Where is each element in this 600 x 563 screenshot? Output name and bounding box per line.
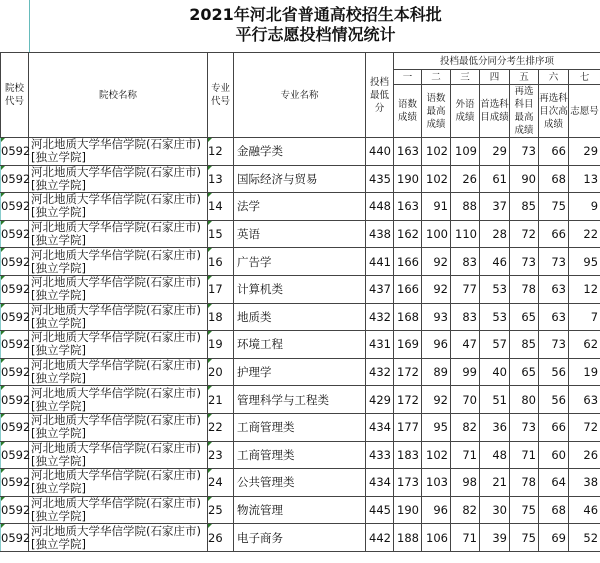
- table-row: [1, 386, 600, 414]
- table-row: [1, 220, 600, 248]
- tiebreak-cell-3: 83: [451, 303, 480, 331]
- header-tiebreak-2: 语数最高成绩: [422, 85, 451, 138]
- tiebreak-cell-1: 162: [394, 220, 422, 248]
- tiebreak-cell-4: 46: [480, 248, 510, 276]
- header-order-2: 二: [422, 70, 451, 85]
- tiebreak-cell-2: 103: [422, 469, 451, 497]
- tiebreak-cell-3: 70: [451, 386, 480, 414]
- tiebreak-cell-6: 60: [539, 441, 569, 469]
- tiebreak-cell-6: 56: [539, 358, 569, 386]
- tiebreak-cell-1: 188: [394, 524, 422, 552]
- tiebreak-cell-1: 173: [394, 469, 422, 497]
- header-order-3: 三: [451, 70, 480, 85]
- tiebreak-cell-4: 29: [480, 138, 510, 166]
- school-code-cell: 0592: [1, 275, 29, 303]
- header-order-1: 一: [394, 70, 422, 85]
- tiebreak-cell-4: 61: [480, 165, 510, 193]
- tiebreak-cell-1: 177: [394, 413, 422, 441]
- tiebreak-cell-6: 66: [539, 220, 569, 248]
- min-score-cell: 434: [366, 469, 394, 497]
- tiebreak-cell-7: 46: [569, 496, 600, 524]
- tiebreak-cell-1: 168: [394, 303, 422, 331]
- school-name-cell: 河北地质大学华信学院(石家庄市)[独立学院]: [29, 138, 208, 166]
- min-score-cell: 434: [366, 413, 394, 441]
- major-code-cell: 23: [208, 441, 234, 469]
- tiebreak-cell-5: 75: [510, 496, 539, 524]
- header-major-name: 专业名称: [234, 53, 366, 138]
- tiebreak-cell-7: 13: [569, 165, 600, 193]
- min-score-cell: 435: [366, 165, 394, 193]
- tiebreak-cell-7: 29: [569, 138, 600, 166]
- tiebreak-cell-3: 109: [451, 138, 480, 166]
- table-row: [1, 275, 600, 303]
- major-name-cell: 工商管理类: [234, 441, 366, 469]
- tiebreak-cell-2: 93: [422, 303, 451, 331]
- min-score-cell: 429: [366, 386, 394, 414]
- header-school-name: 院校名称: [29, 53, 208, 138]
- school-name-cell: 河北地质大学华信学院(石家庄市)[独立学院]: [29, 358, 208, 386]
- tiebreak-cell-6: 66: [539, 413, 569, 441]
- table-row: [1, 193, 600, 221]
- major-name-cell: 计算机类: [234, 275, 366, 303]
- tiebreak-cell-5: 65: [510, 303, 539, 331]
- major-code-cell: 14: [208, 193, 234, 221]
- header-tiebreak-group: 投档最低分同分考生排序项: [394, 53, 600, 70]
- tiebreak-cell-2: 92: [422, 275, 451, 303]
- tiebreak-cell-2: 91: [422, 193, 451, 221]
- school-name-cell: 河北地质大学华信学院(石家庄市)[独立学院]: [29, 193, 208, 221]
- tiebreak-cell-7: 7: [569, 303, 600, 331]
- school-name-cell: 河北地质大学华信学院(石家庄市)[独立学院]: [29, 386, 208, 414]
- header-min-score: 投档最低分: [366, 53, 394, 138]
- tiebreak-cell-1: 166: [394, 275, 422, 303]
- tiebreak-cell-4: 40: [480, 358, 510, 386]
- table-row: [1, 496, 600, 524]
- school-name-cell: 河北地质大学华信学院(石家庄市)[独立学院]: [29, 220, 208, 248]
- school-code-cell: 0592: [1, 138, 29, 166]
- school-name-cell: 河北地质大学华信学院(石家庄市)[独立学院]: [29, 303, 208, 331]
- major-code-cell: 21: [208, 386, 234, 414]
- tiebreak-cell-3: 82: [451, 496, 480, 524]
- tiebreak-cell-5: 73: [510, 248, 539, 276]
- min-score-cell: 438: [366, 220, 394, 248]
- tiebreak-cell-1: 190: [394, 496, 422, 524]
- tiebreak-cell-7: 95: [569, 248, 600, 276]
- tiebreak-cell-6: 73: [539, 331, 569, 359]
- school-name-cell: 河北地质大学华信学院(石家庄市)[独立学院]: [29, 496, 208, 524]
- admission-table: [0, 52, 600, 552]
- min-score-cell: 440: [366, 138, 394, 166]
- header-tiebreak-6: 再选科目次高成绩: [539, 85, 569, 138]
- major-name-cell: 广告学: [234, 248, 366, 276]
- tiebreak-cell-5: 73: [510, 413, 539, 441]
- header-tiebreak-4: 首选科目成绩: [480, 85, 510, 138]
- tiebreak-cell-5: 85: [510, 331, 539, 359]
- header-tiebreak-3: 外语成绩: [451, 85, 480, 138]
- tiebreak-cell-6: 66: [539, 138, 569, 166]
- school-code-cell: 0592: [1, 524, 29, 552]
- tiebreak-cell-4: 39: [480, 524, 510, 552]
- school-code-cell: 0592: [1, 331, 29, 359]
- school-code-cell: 0592: [1, 496, 29, 524]
- tiebreak-cell-5: 73: [510, 138, 539, 166]
- school-code-cell: 0592: [1, 413, 29, 441]
- tiebreak-cell-4: 21: [480, 469, 510, 497]
- header-tiebreak-1: 语数成绩: [394, 85, 422, 138]
- tiebreak-cell-5: 65: [510, 358, 539, 386]
- major-name-cell: 地质类: [234, 303, 366, 331]
- tiebreak-cell-3: 26: [451, 165, 480, 193]
- tiebreak-cell-7: 62: [569, 331, 600, 359]
- school-code-cell: 0592: [1, 469, 29, 497]
- tiebreak-cell-6: 63: [539, 303, 569, 331]
- school-code-cell: 0592: [1, 220, 29, 248]
- tiebreak-cell-2: 89: [422, 358, 451, 386]
- major-code-cell: 25: [208, 496, 234, 524]
- tiebreak-cell-1: 190: [394, 165, 422, 193]
- tiebreak-cell-5: 78: [510, 275, 539, 303]
- min-score-cell: 431: [366, 331, 394, 359]
- school-name-cell: 河北地质大学华信学院(石家庄市)[独立学院]: [29, 469, 208, 497]
- header-order-6: 六: [539, 70, 569, 85]
- tiebreak-cell-2: 102: [422, 165, 451, 193]
- table-row: [1, 524, 600, 552]
- tiebreak-cell-4: 57: [480, 331, 510, 359]
- tiebreak-cell-1: 172: [394, 386, 422, 414]
- min-score-cell: 448: [366, 193, 394, 221]
- major-name-cell: 公共管理类: [234, 469, 366, 497]
- min-score-cell: 432: [366, 303, 394, 331]
- table-row: [1, 138, 600, 166]
- tiebreak-cell-5: 90: [510, 165, 539, 193]
- tiebreak-cell-7: 19: [569, 358, 600, 386]
- tiebreak-cell-1: 169: [394, 331, 422, 359]
- tiebreak-cell-2: 106: [422, 524, 451, 552]
- table-row: [1, 441, 600, 469]
- tiebreak-cell-6: 63: [539, 275, 569, 303]
- tiebreak-cell-2: 92: [422, 248, 451, 276]
- school-code-cell: 0592: [1, 303, 29, 331]
- major-code-cell: 19: [208, 331, 234, 359]
- page-title: [29, 0, 600, 53]
- table-row: [1, 248, 600, 276]
- table-row: [1, 469, 600, 497]
- tiebreak-cell-4: 28: [480, 220, 510, 248]
- major-code-cell: 16: [208, 248, 234, 276]
- major-name-cell: 英语: [234, 220, 366, 248]
- tiebreak-cell-6: 56: [539, 386, 569, 414]
- tiebreak-cell-5: 72: [510, 220, 539, 248]
- tiebreak-cell-4: 48: [480, 441, 510, 469]
- tiebreak-cell-7: 22: [569, 220, 600, 248]
- tiebreak-cell-4: 30: [480, 496, 510, 524]
- tiebreak-cell-1: 172: [394, 358, 422, 386]
- school-name-cell: 河北地质大学华信学院(石家庄市)[独立学院]: [29, 275, 208, 303]
- major-name-cell: 电子商务: [234, 524, 366, 552]
- header-tiebreak-7: 志愿号: [569, 85, 600, 138]
- table-row: [1, 358, 600, 386]
- table-row: [1, 303, 600, 331]
- tiebreak-cell-3: 98: [451, 469, 480, 497]
- tiebreak-cell-3: 88: [451, 193, 480, 221]
- tiebreak-cell-4: 37: [480, 193, 510, 221]
- major-code-cell: 17: [208, 275, 234, 303]
- header-major-code: 专业代号: [208, 53, 234, 138]
- school-name-cell: 河北地质大学华信学院(石家庄市)[独立学院]: [29, 331, 208, 359]
- major-code-cell: 26: [208, 524, 234, 552]
- school-code-cell: 0592: [1, 441, 29, 469]
- tiebreak-cell-3: 83: [451, 248, 480, 276]
- title-line-1: 2021年河北省普通高校招生本科批: [189, 5, 442, 24]
- tiebreak-cell-7: 52: [569, 524, 600, 552]
- tiebreak-cell-2: 92: [422, 386, 451, 414]
- header-order-5: 五: [510, 70, 539, 85]
- tiebreak-cell-7: 9: [569, 193, 600, 221]
- tiebreak-cell-4: 36: [480, 413, 510, 441]
- tiebreak-cell-3: 110: [451, 220, 480, 248]
- tiebreak-cell-2: 102: [422, 441, 451, 469]
- tiebreak-cell-4: 53: [480, 275, 510, 303]
- tiebreak-cell-5: 85: [510, 193, 539, 221]
- header-school-code: 院校代号: [1, 53, 29, 138]
- major-name-cell: 法学: [234, 193, 366, 221]
- tiebreak-cell-5: 75: [510, 524, 539, 552]
- header-order-4: 四: [480, 70, 510, 85]
- tiebreak-cell-4: 51: [480, 386, 510, 414]
- table-row: [1, 413, 600, 441]
- school-name-cell: 河北地质大学华信学院(石家庄市)[独立学院]: [29, 165, 208, 193]
- major-code-cell: 24: [208, 469, 234, 497]
- table-row: [1, 331, 600, 359]
- tiebreak-cell-6: 68: [539, 496, 569, 524]
- major-name-cell: 物流管理: [234, 496, 366, 524]
- school-code-cell: 0592: [1, 248, 29, 276]
- school-code-cell: 0592: [1, 193, 29, 221]
- major-code-cell: 12: [208, 138, 234, 166]
- major-code-cell: 20: [208, 358, 234, 386]
- tiebreak-cell-3: 77: [451, 275, 480, 303]
- row-header-strip: [0, 0, 28, 53]
- major-name-cell: 金融学类: [234, 138, 366, 166]
- tiebreak-cell-7: 12: [569, 275, 600, 303]
- tiebreak-cell-3: 99: [451, 358, 480, 386]
- major-code-cell: 13: [208, 165, 234, 193]
- major-name-cell: 护理学: [234, 358, 366, 386]
- min-score-cell: 442: [366, 524, 394, 552]
- tiebreak-cell-3: 71: [451, 524, 480, 552]
- tiebreak-cell-7: 38: [569, 469, 600, 497]
- tiebreak-cell-2: 102: [422, 138, 451, 166]
- tiebreak-cell-7: 72: [569, 413, 600, 441]
- major-name-cell: 国际经济与贸易: [234, 165, 366, 193]
- tiebreak-cell-2: 96: [422, 331, 451, 359]
- tiebreak-cell-6: 75: [539, 193, 569, 221]
- tiebreak-cell-6: 68: [539, 165, 569, 193]
- tiebreak-cell-5: 71: [510, 441, 539, 469]
- tiebreak-cell-6: 73: [539, 248, 569, 276]
- tiebreak-cell-7: 26: [569, 441, 600, 469]
- tiebreak-cell-2: 100: [422, 220, 451, 248]
- tiebreak-cell-5: 80: [510, 386, 539, 414]
- major-code-cell: 18: [208, 303, 234, 331]
- major-code-cell: 22: [208, 413, 234, 441]
- title-line-2: 平行志愿投档情况统计: [235, 25, 396, 44]
- tiebreak-cell-6: 64: [539, 469, 569, 497]
- tiebreak-cell-3: 71: [451, 441, 480, 469]
- tiebreak-cell-1: 166: [394, 248, 422, 276]
- school-code-cell: 0592: [1, 386, 29, 414]
- tiebreak-cell-1: 183: [394, 441, 422, 469]
- major-code-cell: 15: [208, 220, 234, 248]
- school-name-cell: 河北地质大学华信学院(石家庄市)[独立学院]: [29, 441, 208, 469]
- tiebreak-cell-2: 95: [422, 413, 451, 441]
- major-name-cell: 管理科学与工程类: [234, 386, 366, 414]
- tiebreak-cell-7: 63: [569, 386, 600, 414]
- table-row: [1, 165, 600, 193]
- tiebreak-cell-2: 96: [422, 496, 451, 524]
- major-name-cell: 工商管理类: [234, 413, 366, 441]
- header-order-7: 七: [569, 70, 600, 85]
- min-score-cell: 441: [366, 248, 394, 276]
- tiebreak-cell-1: 163: [394, 193, 422, 221]
- school-name-cell: 河北地质大学华信学院(石家庄市)[独立学院]: [29, 248, 208, 276]
- school-code-cell: 0592: [1, 358, 29, 386]
- tiebreak-cell-3: 82: [451, 413, 480, 441]
- min-score-cell: 445: [366, 496, 394, 524]
- school-name-cell: 河北地质大学华信学院(石家庄市)[独立学院]: [29, 413, 208, 441]
- tiebreak-cell-5: 78: [510, 469, 539, 497]
- tiebreak-cell-3: 47: [451, 331, 480, 359]
- min-score-cell: 433: [366, 441, 394, 469]
- min-score-cell: 437: [366, 275, 394, 303]
- tiebreak-cell-1: 163: [394, 138, 422, 166]
- tiebreak-cell-4: 53: [480, 303, 510, 331]
- tiebreak-cell-6: 69: [539, 524, 569, 552]
- min-score-cell: 432: [366, 358, 394, 386]
- school-code-cell: 0592: [1, 165, 29, 193]
- header-tiebreak-5: 再选科目最高成绩: [510, 85, 539, 138]
- school-name-cell: 河北地质大学华信学院(石家庄市)[独立学院]: [29, 524, 208, 552]
- major-name-cell: 环境工程: [234, 331, 366, 359]
